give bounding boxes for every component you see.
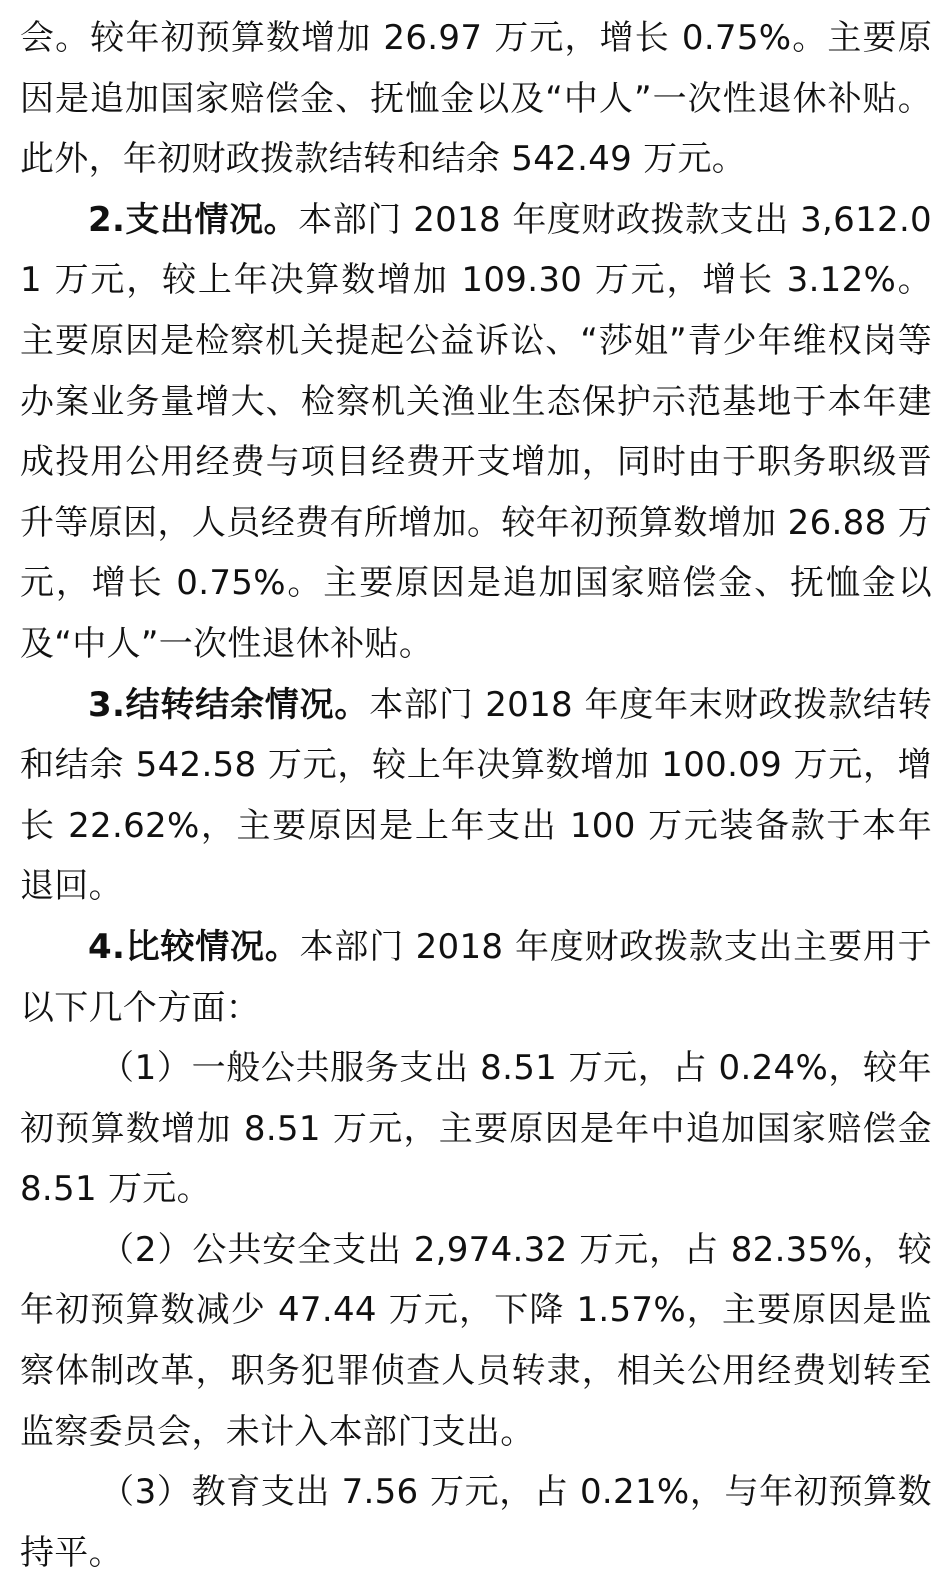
paragraph-continuation [20,8,932,190]
section-heading-carryover: 3.结转结余情况。 [88,684,370,725]
list-item-general-public-services [20,1038,932,1220]
paragraph-expenditure [20,190,932,675]
list-item-text: （2）公共安全支出 2,974.32 万元，占 82.35%，较年初预算数减少 47.44 万元，下降 1.57%，主要原因是监察体制改革，职务犯罪侦查人员转隶，相关公用经费划转至监察委员会，未计入本部门支出。 [20,1229,932,1452]
list-item-text: （1）一般公共服务支出 8.51 万元，占 0.24%，较年初预算数增加 8.51 万元，主要原因是年中追加国家赔偿金 8.51 万元。 [20,1048,932,1210]
list-item-text: （3）教育支出 7.56 万元，占 0.21%，与年初预算数持平。 [20,1472,932,1573]
list-item-public-security [20,1220,932,1462]
list-item-education [20,1462,932,1583]
paragraph-comparison [20,917,932,1038]
paragraph-text: 本部门 2018 年度年末财政拨款结转和结余 542.58 万元，较上年决算数增加 100.09 万元，增长 22.62%，主要原因是上年支出 100 万元装备款于本年退回。 [20,684,932,907]
section-heading-expenditure: 2.支出情况。 [88,199,299,240]
paragraph-carryover [20,675,932,917]
document-page [20,8,932,1583]
section-heading-comparison: 4.比较情况。 [88,926,300,967]
paragraph-text: 本部门 2018 年度财政拨款支出主要用于以下几个方面： [20,926,932,1028]
paragraph-text: 本部门 2018 年度财政拨款支出 3,612.01 万元，较上年决算数增加 109.30 万元，增长 3.12%。主要原因是检察机关提起公益诉讼、“莎姐”青少年维权岗等办案业务量增大、检察机关渔业生态保护示范基地于本年建成投用公用经费与项目经费开支增加，同时由于职务职级晋升等原因，人员经费有所增加。较年初预算数增加 26.88 万元，增长 0.75%。主要原因是追加国家赔偿金、抚恤金以及“中人”一次性退休补贴。 [20,199,932,664]
paragraph-text: 会。较年初预算数增加 26.97 万元，增长 0.75%。主要原因是追加国家赔偿金、抚恤金以及“中人”一次性退休补贴。此外，年初财政拨款结转和结余 542.49 万元。 [20,18,932,180]
